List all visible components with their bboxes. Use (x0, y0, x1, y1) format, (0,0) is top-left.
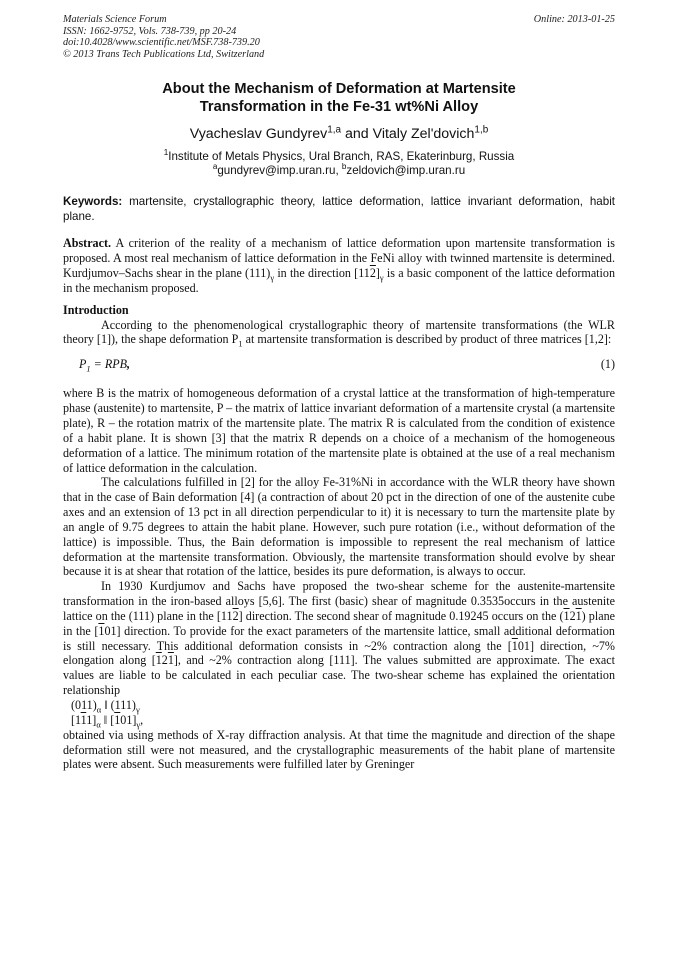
paragraph-1-end: at martensite transformation is described by product of three matrices [1,2]: (242, 332, 612, 347)
rel2-a: [1 (71, 712, 81, 727)
rel2-d: 01] (120, 712, 137, 727)
author-and: and (341, 126, 373, 143)
paragraph-1-text: According to the phenomenological crystallographic theory of martensite transformations (the WLR theory [1]), the shape deformation P (63, 317, 615, 347)
abstract-label: Abstract. (63, 236, 112, 251)
author-1-affil: 1,a (327, 124, 342, 136)
rel2-bar-2: 1 (114, 712, 121, 727)
affiliation-sup: 1 (163, 148, 169, 158)
p4-bar-1: 2 (232, 608, 239, 623)
eq-sub: 1 (86, 363, 91, 374)
p4-bar-5: 1 (511, 638, 518, 653)
paragraph-1 (63, 318, 615, 348)
equation-number: (1) (600, 357, 615, 372)
section-heading-introduction: Introduction (63, 302, 129, 317)
journal-name: Materials Science Forum (63, 14, 167, 25)
email-b: zeldovich@imp.uran.ru (346, 164, 466, 178)
equation-body (79, 357, 130, 372)
eq-rest: = RPB (90, 357, 127, 372)
paper-title (63, 81, 615, 116)
p4-bar-3: 1 (575, 608, 582, 623)
eq-p: P (79, 357, 87, 372)
abstract-text: A criterion of the reality of a mechanism of lattice deformation upon martensite transformation is proposed. A most real mechanism of lattice deformation in the FeNi alloy with twinned martensite is determined. Kurdjumov–Sachs shear in the plane (111) (63, 236, 615, 281)
copyright-line: © 2013 Trans Tech Publications Ltd, Switzerland (63, 48, 265, 60)
rel1-sub-1: α (96, 704, 102, 715)
email-b-sup: b (341, 162, 347, 172)
abstract-mid: in the direction [11 (274, 266, 370, 281)
p4-h: ], and ~2% contraction along [111]. The values submitted are approximate. The exact values are liable to be calculated in each peculiar case. The two-shear scheme has explained the orientation relationship (63, 653, 615, 698)
p4-e: 01] direction. To provide for the exact parameters of the martensite lattice, small additional deformation is still necessary. This additional deformation consists in ~2% contraction along the [ (63, 623, 615, 653)
emails (63, 164, 615, 178)
rel2-sub-2: γ (136, 719, 141, 730)
p4-bar-2: 1 (563, 608, 570, 623)
paragraph-4 (63, 579, 615, 698)
keywords-label: Keywords: (63, 195, 123, 209)
orientation-relation-planes (63, 698, 615, 713)
p4-bar-6: 1 (155, 653, 162, 668)
affiliation-block (63, 150, 615, 178)
affiliation (63, 150, 615, 164)
rel2-e: , (140, 712, 144, 727)
rel1-sub-2: γ (135, 704, 140, 715)
keywords (63, 194, 615, 224)
doi-line: doi:10.4028/www.scientific.net/MSF.738-739.20 (63, 37, 260, 49)
abstract-sub-2: γ (379, 272, 384, 283)
abstract-tail: is a basic component of the lattice deformation in the mechanism proposed. (63, 266, 615, 295)
orientation-relation-directions (63, 713, 615, 728)
title-line-2: Transformation in the Fe-31 wt%Ni Alloy (199, 98, 479, 115)
email-a: gundyrev@imp.uran.ru, (217, 164, 342, 178)
p4-bar-7: 1 (167, 653, 174, 668)
abstract (63, 236, 615, 295)
p4-d: ) plane in the [ (63, 608, 615, 638)
online-date: Online: 2013-01-25 (533, 14, 615, 25)
abstract-sub-1: γ (270, 272, 275, 283)
p4-g: 2 (161, 653, 168, 668)
issn-line: ISSN: 1662-9752, Vols. 738-739, pp 20-24 (63, 25, 237, 37)
keywords-text: martensite, crystallographic theory, lattice deformation, lattice invariant deformation, habit plane. (63, 195, 615, 224)
rel2-b: 1] (86, 712, 97, 727)
rel1-b: ‖ (111) (101, 698, 136, 712)
paper-page (63, 14, 615, 772)
author-list (63, 126, 615, 143)
rel2-c: ‖ [ (100, 712, 115, 727)
rel2-bar-1: 1 (80, 712, 87, 727)
rel2-sub-1: α (96, 719, 101, 730)
p4-a: In 1930 Kurdjumov and Sachs have proposed the two-shear scheme for the austenite-martensite transformation in the iron-based alloys [5,6]. The first (basic) shear of magnitude 0.3535occurs in the austenite lattice on the (111) plane in the [11 (63, 579, 615, 623)
eq-comma: , (127, 357, 131, 372)
p4-f: 01] direction, ~7% elongation along [ (63, 638, 615, 668)
author-2: Vitaly Zel'dovich (372, 126, 475, 143)
affiliation-text: Institute of Metals Physics, Ural Branch, RAS, Ekaterinburg, Russia (168, 150, 515, 164)
p4-c: 2 (569, 608, 576, 623)
title-line-1: About the Mechanism of Deformation at Martensite (162, 81, 516, 98)
abstract-bar: 2 (369, 266, 376, 281)
paragraph-5: obtained via using methods of X-ray diffraction analysis. At that time the magnitude and direction of the shape deformation still were not measured, and the crystallographic measurements of the habit plane of martensite plates were absent. Such measurements were fulfilled later by Greninger (63, 727, 615, 772)
p4-bar-4: 1 (98, 623, 105, 638)
rel1-a: (011) (71, 698, 97, 712)
p4-b: ] direction. The second shear of magnitude 0.19245 occurs on the ( (238, 608, 564, 623)
paragraph-2: where B is the matrix of homogeneous deformation of a crystal lattice at the transformation of high-temperature phase (austenite) to martensite, P – the matrix of lattice invariant deformation of a martensite crystal (a martensite plate), R – the rotation matrix of the martensite plate. The matrix R is calculated from the condition of existence of a habit plane. It is shown [3] that the matrix R depends on a choice of a mechanism of the homogeneous deformation of a lattice. The minimum rotation of the martensite plate is obtained at the use of a real mechanism of lattice deformation in the calculation. (63, 386, 615, 475)
email-a-sup: a (212, 162, 218, 172)
paragraph-1-sub: 1 (238, 338, 243, 349)
author-2-affil: 1,b (474, 124, 489, 136)
equation-1 (63, 357, 615, 373)
abstract-end: ] (375, 266, 380, 281)
paragraph-3: The calculations fulfilled in [2] for the alloy Fe-31%Ni in accordance with the WLR theory have shown that in the case of Bain deformation [4] (a contraction of about 20 pct in the direction of one of the austenite cube axes and an extension of 13 pct in all direction perpendicular to it) it is necessary to turn the martensite plate by an angle of 9.75 degrees to attain the habit plane. However, such pure rotation (i.e., without deformation of the lattice) is impossible. Thus, the Bain deformation is impossible to represent the real mechanism of lattice deformation at the martensite transformation. Obviously, the martensite transformation should evolve by shear because it is at shear that rotation of the lattice, besides its pure deformation, is always to occur. (63, 475, 615, 579)
journal-header (63, 14, 615, 60)
author-1: Vyacheslav Gundyrev (189, 126, 328, 143)
